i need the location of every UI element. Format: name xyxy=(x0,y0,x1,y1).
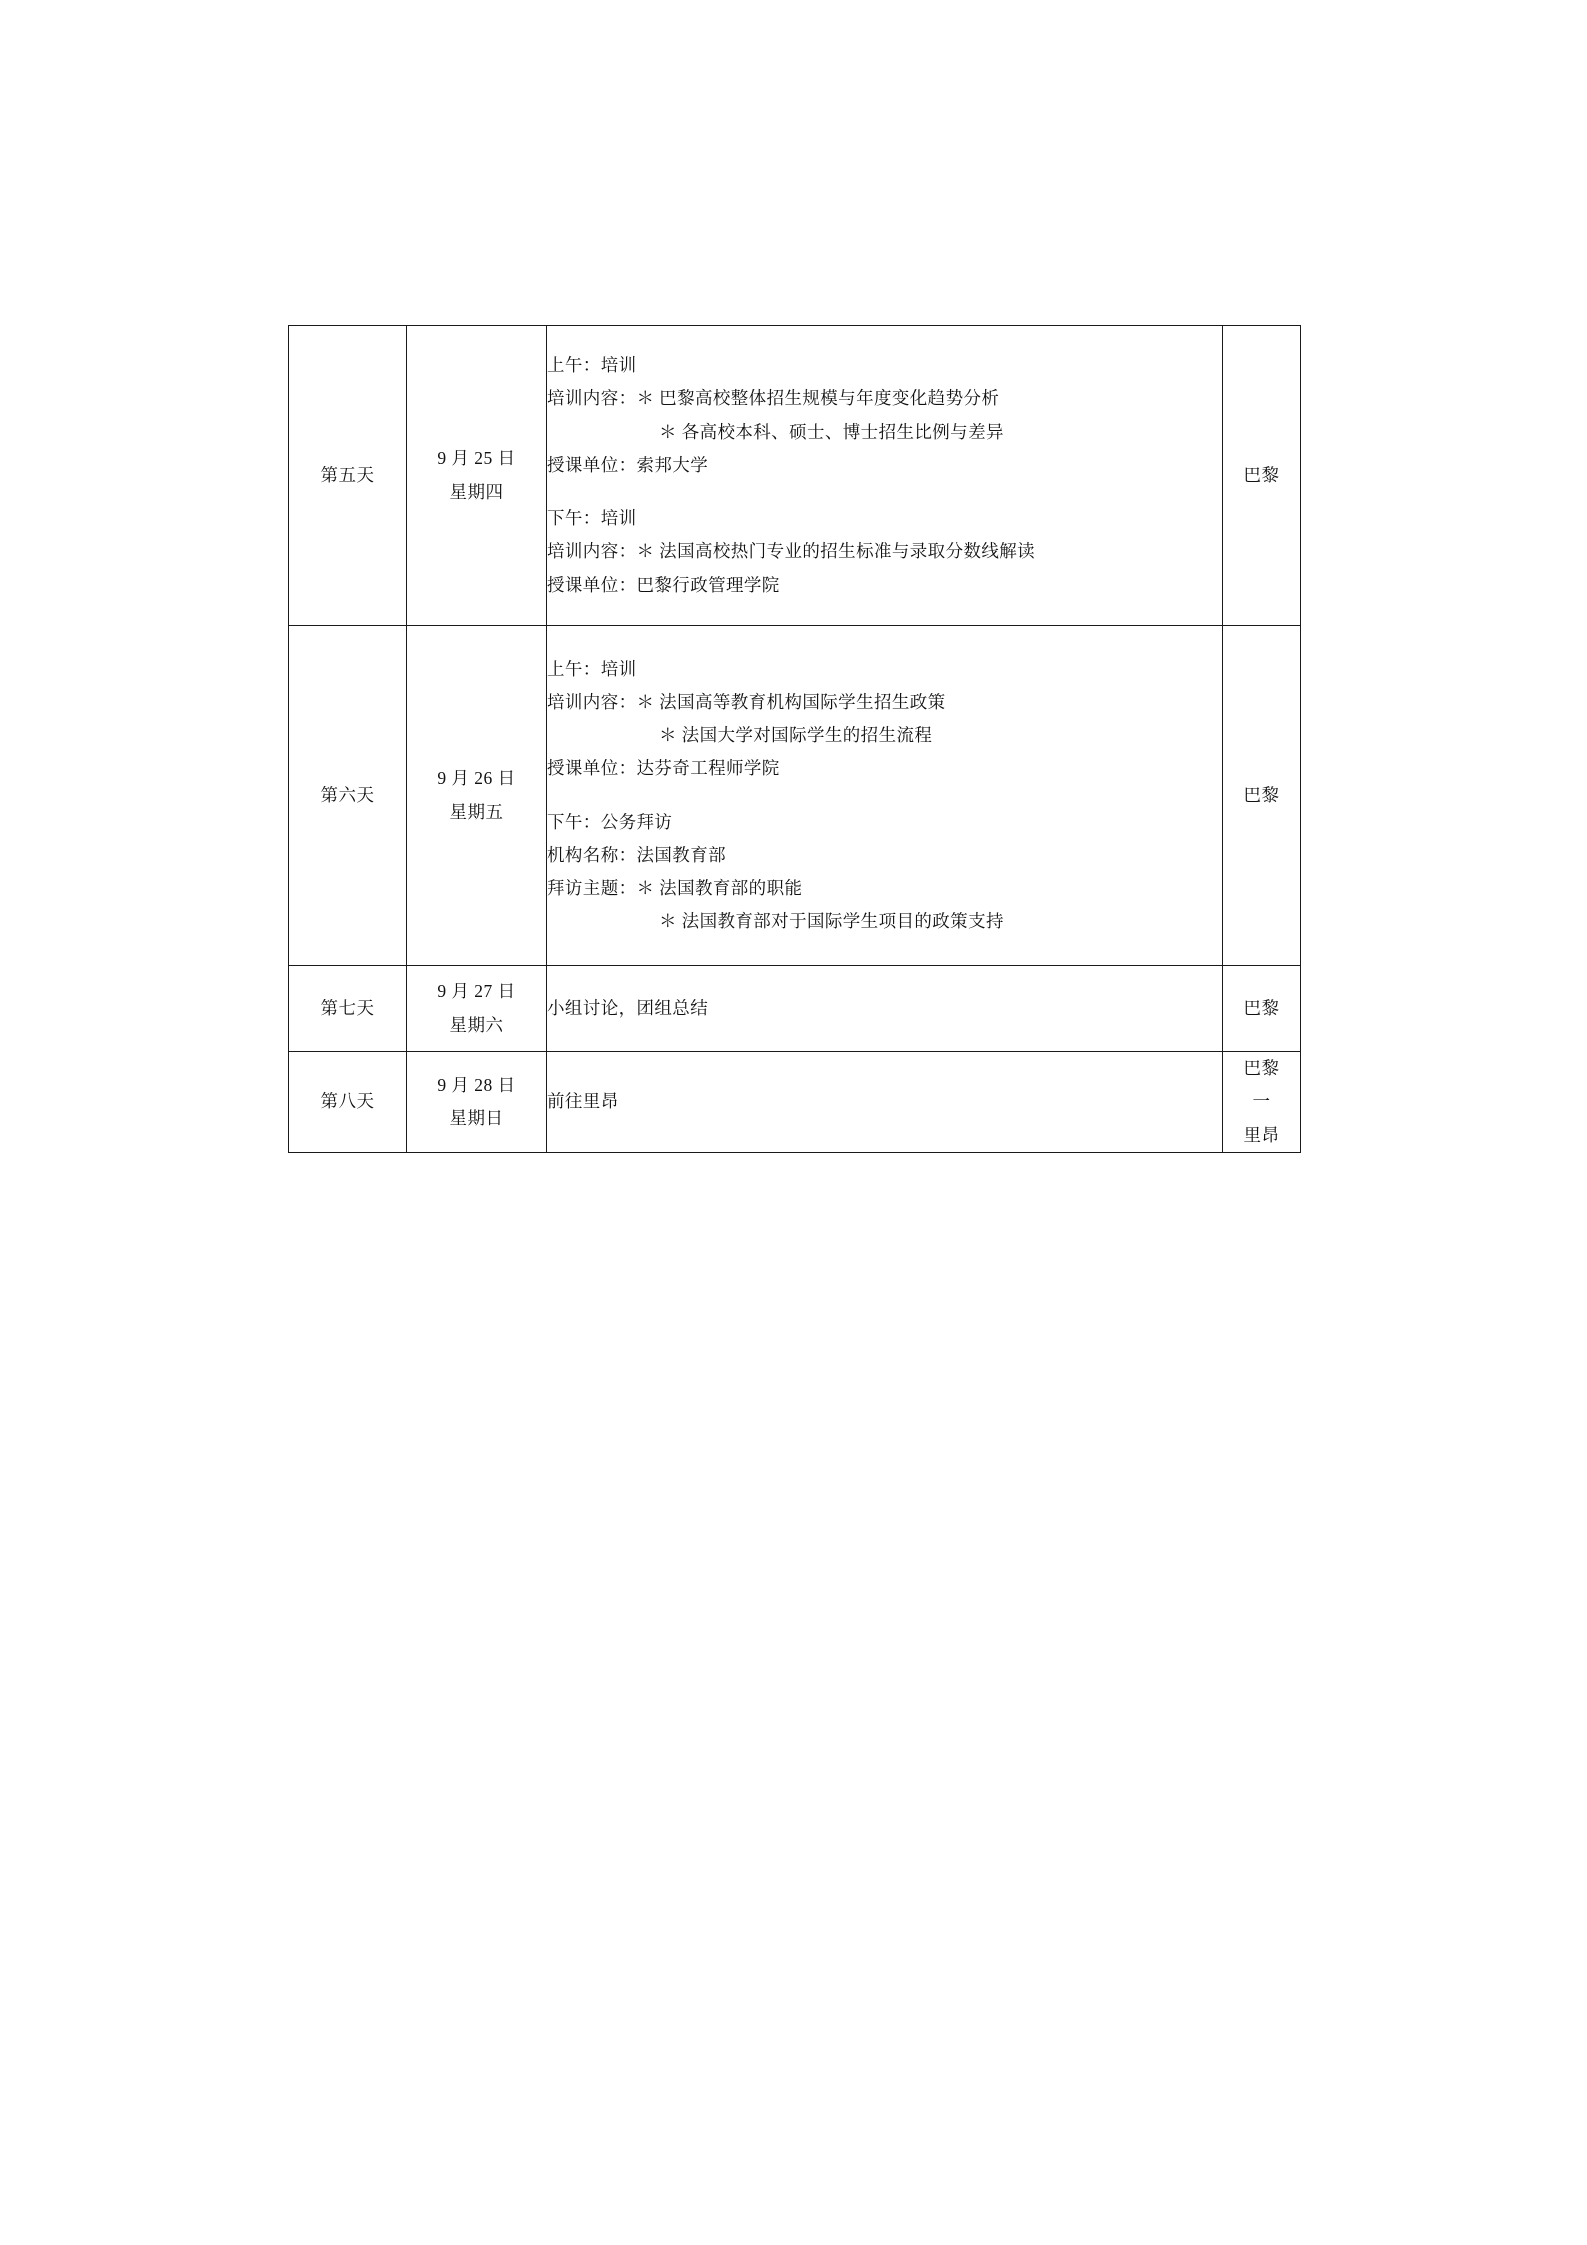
content-block-afternoon xyxy=(547,806,1222,939)
content-block-morning xyxy=(547,653,1222,786)
content-line: 授课单位：索邦大学 xyxy=(547,454,709,475)
content-line: ＊ 各高校本科、硕士、博士招生比例与差异 xyxy=(659,421,1004,442)
weekday-line: 星期五 xyxy=(449,801,504,822)
content-block-afternoon xyxy=(547,502,1222,602)
content-line: 下午：公务拜访 xyxy=(547,811,673,832)
place-line: 巴黎 xyxy=(1243,1058,1280,1078)
row-content-cell xyxy=(547,326,1223,626)
weekday-line: 星期四 xyxy=(449,481,504,502)
row-place-cell xyxy=(1223,326,1301,626)
table-row xyxy=(289,966,1301,1052)
row-day-cell: 第五天 xyxy=(289,326,407,626)
table-row xyxy=(289,326,1301,626)
place-line: 巴黎 xyxy=(1243,784,1280,805)
place-line: 里昂 xyxy=(1243,1124,1280,1145)
itinerary-table xyxy=(288,325,1301,1153)
row-day-cell: 第六天 xyxy=(289,626,407,966)
row-place-cell xyxy=(1223,1052,1301,1153)
table-body xyxy=(289,326,1301,1153)
row-place-cell xyxy=(1223,966,1301,1052)
content-line: 培训内容：＊ 法国高等教育机构国际学生招生政策 xyxy=(547,691,946,712)
content-line: 上午：培训 xyxy=(547,658,637,679)
row-place-cell xyxy=(1223,626,1301,966)
place-line: 巴黎 xyxy=(1243,997,1280,1018)
content-line: 下午：培训 xyxy=(547,508,637,529)
table-row xyxy=(289,626,1301,966)
content-line: 培训内容：＊ 巴黎高校整体招生规模与年度变化趋势分析 xyxy=(547,388,1000,409)
row-content-cell: 小组讨论，团组总结 xyxy=(547,966,1223,1052)
content-line: 授课单位：达芬奇工程师学院 xyxy=(547,758,780,779)
content-line: 授课单位：巴黎行政管理学院 xyxy=(547,574,780,595)
row-content-cell: 前往里昂 xyxy=(547,1052,1223,1153)
row-day-cell: 第七天 xyxy=(289,966,407,1052)
date-line: 9 月 27 日 xyxy=(437,981,516,1002)
content-line: ＊ 法国教育部对于国际学生项目的政策支持 xyxy=(659,911,1004,932)
content-line: 拜访主题：＊ 法国教育部的职能 xyxy=(547,878,803,898)
row-date-cell xyxy=(407,966,547,1052)
row-date-cell xyxy=(407,626,547,966)
block-spacer xyxy=(547,786,1222,806)
date-line: 9 月 25 日 xyxy=(437,448,516,469)
row-content-cell xyxy=(547,626,1223,966)
content-line: 上午：培训 xyxy=(547,355,637,376)
weekday-line: 星期六 xyxy=(449,1014,504,1035)
date-line: 9 月 28 日 xyxy=(437,1074,516,1095)
weekday-line: 星期日 xyxy=(449,1107,504,1128)
content-line: 机构名称：法国教育部 xyxy=(547,844,726,865)
content-block-morning xyxy=(547,349,1222,482)
date-line: 9 月 26 日 xyxy=(437,768,516,789)
row-date-cell xyxy=(407,1052,547,1153)
place-line: 巴黎 xyxy=(1243,464,1280,485)
place-line: 一 xyxy=(1252,1091,1271,1112)
row-day-cell: 第八天 xyxy=(289,1052,407,1153)
table-row xyxy=(289,1052,1301,1153)
content-line: 培训内容：＊ 法国高校热门专业的招生标准与录取分数线解读 xyxy=(547,541,1036,562)
block-spacer xyxy=(547,482,1222,502)
row-date-cell xyxy=(407,326,547,626)
schedule-table-container xyxy=(288,325,1300,1153)
content-line: ＊ 法国大学对国际学生的招生流程 xyxy=(659,725,933,745)
